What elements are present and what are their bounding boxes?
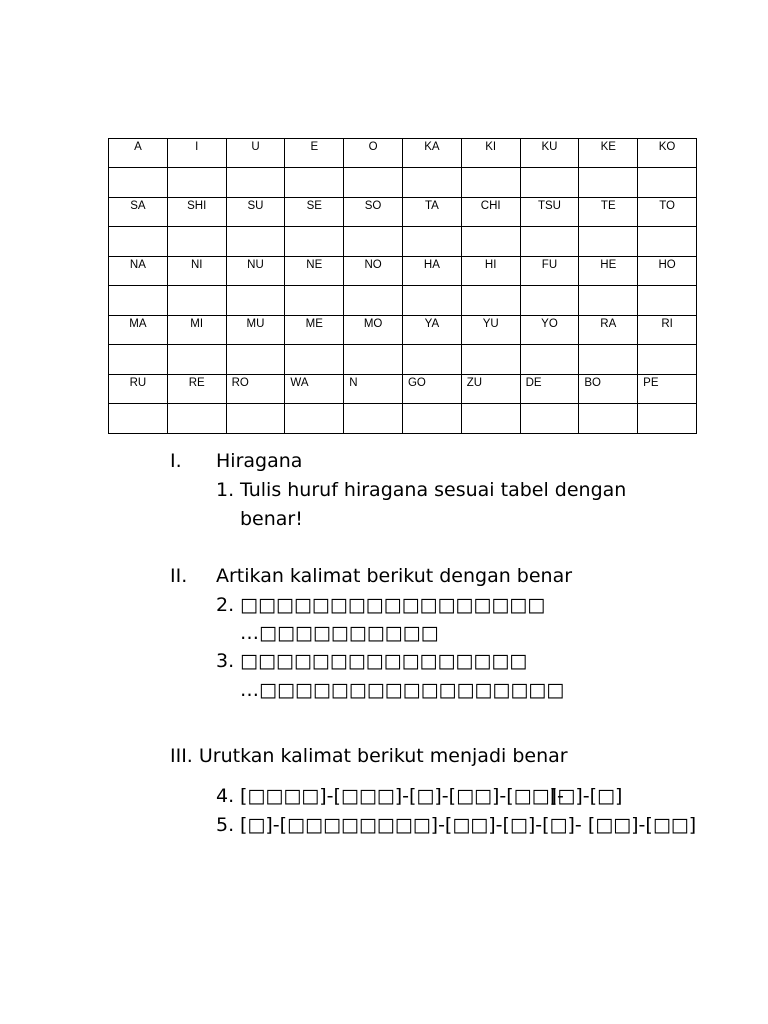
q2-text-line2: …□□□□□□□□□□ [240, 622, 439, 644]
kana-answer-cell[interactable] [520, 168, 579, 198]
kana-label-cell: N [344, 375, 403, 404]
kana-answer-cell[interactable] [167, 168, 226, 198]
kana-answer-cell[interactable] [285, 168, 344, 198]
kana-label-cell: FU [520, 257, 579, 286]
kana-answer-cell[interactable] [226, 168, 285, 198]
kana-answer-cell[interactable] [167, 286, 226, 316]
section3-title: III. Urutkan kalimat berikut menjadi benar [170, 745, 568, 767]
kana-label-cell: BO [579, 375, 638, 404]
kana-answer-cell[interactable] [638, 227, 697, 257]
kana-label-cell: KA [402, 139, 461, 168]
kana-label-cell: MO [344, 316, 403, 345]
kana-answer-cell[interactable] [344, 345, 403, 375]
kana-answer-cell[interactable] [344, 404, 403, 434]
kana-answer-cell[interactable] [344, 286, 403, 316]
kana-table [108, 138, 697, 434]
kana-label-cell: SU [226, 198, 285, 227]
kana-label-cell: TE [579, 198, 638, 227]
kana-label-cell: E [285, 139, 344, 168]
kana-table-body [109, 139, 697, 434]
kana-answer-cell[interactable] [344, 227, 403, 257]
q2-number: 2. [216, 594, 235, 616]
kana-label-cell: NI [167, 257, 226, 286]
kana-answer-cell[interactable] [579, 404, 638, 434]
kana-answer-cell[interactable] [520, 286, 579, 316]
kana-answer-row [109, 286, 697, 316]
kana-answer-cell[interactable] [109, 404, 168, 434]
kana-answer-row [109, 345, 697, 375]
q1-text-line2: benar! [240, 508, 303, 530]
kana-label-cell: NU [226, 257, 285, 286]
kana-answer-cell[interactable] [402, 227, 461, 257]
kana-answer-cell[interactable] [461, 404, 520, 434]
kana-answer-cell[interactable] [402, 168, 461, 198]
kana-label-cell: TO [638, 198, 697, 227]
kana-label-cell: U [226, 139, 285, 168]
kana-answer-cell[interactable] [402, 345, 461, 375]
kana-answer-cell[interactable] [579, 168, 638, 198]
kana-answer-cell[interactable] [109, 227, 168, 257]
kana-answer-cell[interactable] [638, 286, 697, 316]
kana-answer-cell[interactable] [402, 404, 461, 434]
section1-numeral: I. [170, 450, 182, 472]
q4-text: [□□□□]-[□□□]-[□]-[□□]-[□□]- [240, 785, 564, 807]
kana-label-cell: KI [461, 139, 520, 168]
kana-label-cell: RI [638, 316, 697, 345]
kana-label-cell: WA [285, 375, 344, 404]
q2-text-line1: □□□□□□□□□□□□□□□□□ [240, 594, 546, 616]
kana-answer-cell[interactable] [109, 345, 168, 375]
kana-label-cell: SO [344, 198, 403, 227]
kana-label-cell: HA [402, 257, 461, 286]
q1-number: 1. [216, 479, 235, 501]
kana-label-row [109, 375, 697, 404]
kana-label-cell: ME [285, 316, 344, 345]
kana-label-cell: YU [461, 316, 520, 345]
kana-answer-cell[interactable] [461, 227, 520, 257]
kana-answer-cell[interactable] [579, 227, 638, 257]
kana-answer-cell[interactable] [344, 168, 403, 198]
kana-answer-cell[interactable] [638, 404, 697, 434]
kana-label-cell: HE [579, 257, 638, 286]
kana-answer-cell[interactable] [520, 404, 579, 434]
kana-answer-row [109, 227, 697, 257]
kana-answer-cell[interactable] [461, 345, 520, 375]
section1-title: Hiragana [216, 450, 303, 472]
q3-text-line2: …□□□□□□□□□□□□□□□□□ [240, 679, 565, 701]
kana-label-row [109, 316, 697, 345]
kana-answer-cell[interactable] [579, 286, 638, 316]
kana-answer-cell[interactable] [520, 227, 579, 257]
section2-numeral: II. [170, 565, 188, 587]
kana-label-cell: ZU [461, 375, 520, 404]
q3-text-line1: □□□□□□□□□□□□□□□□ [240, 650, 528, 672]
kana-label-cell: RO [226, 375, 285, 404]
q5-text: [□]-[□□□□□□□□]-[□□]-[□]-[□]- [□□]-[□□] [240, 814, 697, 836]
kana-label-cell: RU [109, 375, 168, 404]
q4-text-tail: [□]-[□] [550, 785, 623, 807]
kana-label-row [109, 198, 697, 227]
q4-number: 4. [216, 785, 235, 807]
kana-label-cell: O [344, 139, 403, 168]
kana-label-cell: CHI [461, 198, 520, 227]
kana-label-cell: TA [402, 198, 461, 227]
kana-label-row [109, 139, 697, 168]
kana-label-cell: NE [285, 257, 344, 286]
kana-label-cell: YA [402, 316, 461, 345]
kana-answer-cell[interactable] [638, 345, 697, 375]
kana-label-cell: MA [109, 316, 168, 345]
kana-answer-cell[interactable] [226, 404, 285, 434]
q5-number: 5. [216, 814, 235, 836]
section2-title: Artikan kalimat berikut dengan benar [216, 565, 573, 587]
kana-label-cell: NA [109, 257, 168, 286]
kana-answer-cell[interactable] [226, 345, 285, 375]
kana-answer-cell[interactable] [285, 345, 344, 375]
kana-label-cell: SHI [167, 198, 226, 227]
q1-text-line1: Tulis huruf hiragana sesuai tabel dengan [240, 479, 627, 501]
kana-label-cell: GO [402, 375, 461, 404]
kana-label-cell: PE [638, 375, 697, 404]
kana-label-cell: KO [638, 139, 697, 168]
kana-answer-cell[interactable] [579, 345, 638, 375]
kana-label-cell: TSU [520, 198, 579, 227]
kana-label-cell: NO [344, 257, 403, 286]
kana-answer-row [109, 168, 697, 198]
kana-label-cell: A [109, 139, 168, 168]
kana-answer-cell[interactable] [109, 168, 168, 198]
kana-answer-cell[interactable] [285, 227, 344, 257]
kana-label-cell: I [167, 139, 226, 168]
kana-label-cell: RA [579, 316, 638, 345]
kana-label-cell: SA [109, 198, 168, 227]
kana-answer-cell[interactable] [167, 404, 226, 434]
kana-label-cell: KU [520, 139, 579, 168]
kana-label-cell: MI [167, 316, 226, 345]
kana-answer-cell[interactable] [167, 345, 226, 375]
kana-answer-cell[interactable] [109, 286, 168, 316]
kana-answer-cell[interactable] [226, 286, 285, 316]
kana-label-cell: HI [461, 257, 520, 286]
kana-answer-cell[interactable] [167, 227, 226, 257]
kana-label-cell: YO [520, 316, 579, 345]
kana-answer-cell[interactable] [226, 227, 285, 257]
kana-answer-cell[interactable] [461, 286, 520, 316]
kana-answer-cell[interactable] [638, 168, 697, 198]
kana-label-cell: HO [638, 257, 697, 286]
kana-answer-cell[interactable] [402, 286, 461, 316]
kana-answer-cell[interactable] [520, 345, 579, 375]
q3-number: 3. [216, 650, 235, 672]
kana-answer-cell[interactable] [461, 168, 520, 198]
kana-answer-row [109, 404, 697, 434]
kana-label-cell: MU [226, 316, 285, 345]
kana-label-cell: SE [285, 198, 344, 227]
kana-label-cell: DE [520, 375, 579, 404]
kana-answer-cell[interactable] [285, 286, 344, 316]
kana-label-cell: KE [579, 139, 638, 168]
kana-label-row [109, 257, 697, 286]
kana-label-cell: RE [167, 375, 226, 404]
kana-answer-cell[interactable] [285, 404, 344, 434]
